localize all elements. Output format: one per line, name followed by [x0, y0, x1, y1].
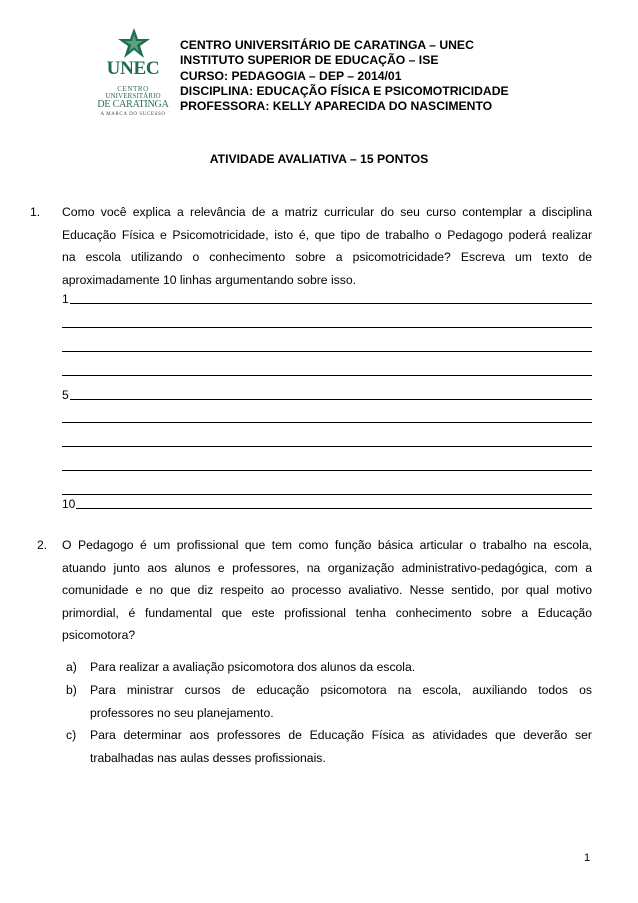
- answer-line-label: 1: [62, 292, 69, 306]
- logo-line-3: DE CARATINGA: [97, 99, 169, 110]
- question-1-line: na escola utilizando o conhecimento sobre a psicomotricidade? Escreva um texto de: [62, 250, 592, 264]
- question-2-line: O Pedagogo é um profissional que tem como função básica articular o trabalho na escola,: [62, 538, 592, 552]
- question-2-line: primordial, é fundamental que este profissional tenha conhecimento sobre a Educação: [62, 605, 592, 620]
- logo-tagline: A MARCA DO SUCESSO: [100, 112, 166, 117]
- option-letter: b): [66, 683, 77, 697]
- question-1-text: [62, 201, 592, 291]
- option-letter: c): [66, 728, 77, 742]
- question-1-line: aproximadamente 10 linhas argumentando sobre isso.: [62, 272, 357, 287]
- answer-line[interactable]: [62, 408, 592, 423]
- logo-brand: UNEC: [106, 58, 160, 79]
- header-discipline: DISCIPLINA: EDUCAÇÃO FÍSICA E PSICOMOTRICIDADE: [180, 83, 509, 98]
- logo-line-2: UNIVERSITÁRIO: [105, 92, 161, 100]
- question-2-line: psicomotora?: [62, 628, 136, 642]
- logo-line-1: CENTRO: [117, 85, 149, 93]
- answer-line[interactable]: [62, 480, 592, 495]
- header-course: CURSO: PEDAGOGIA – DEP – 2014/01: [180, 68, 402, 83]
- question-2-number: 2.: [37, 538, 48, 552]
- option-text: Para determinar aos professores de Educação Física as atividades que deverão ser: [90, 728, 592, 742]
- option-text: professores no seu planejamento.: [90, 705, 274, 720]
- answer-line-label: 5: [62, 388, 69, 402]
- option-text: trabalhadas nas aulas desses profissionais.: [90, 750, 326, 765]
- question-1-line: Educação Física e Psicomotricidade, isto é, que tipo de trabalho o Pedagogo poderá realizar: [62, 227, 592, 242]
- unec-logo: [92, 28, 174, 118]
- option-text: Para realizar a avaliação psicomotora dos alunos da escola.: [90, 660, 416, 674]
- question-1-line: Como você explica a relevância de a matriz curricular do seu curso contemplar a disciplina: [62, 205, 592, 219]
- answer-line-label: 10: [62, 497, 76, 511]
- answer-line[interactable]: [62, 456, 592, 471]
- question-2-line: comunidade e no que diz respeito ao processo avaliativo. Nesse sentido, por qual motivo: [62, 583, 592, 597]
- answer-line[interactable]: [62, 337, 592, 352]
- answer-line[interactable]: [62, 289, 592, 304]
- question-2-text: [62, 534, 592, 647]
- question-1-number: 1.: [30, 205, 41, 219]
- page-number: 1: [584, 852, 591, 864]
- option-text: Para ministrar cursos de educação psicomotora na escola, auxiliando todos os: [90, 683, 592, 697]
- option-letter: a): [66, 660, 77, 674]
- activity-title: ATIVIDADE AVALIATIVA – 15 PONTOS: [209, 152, 429, 166]
- star-leaf-icon: [114, 28, 154, 60]
- answer-line[interactable]: [62, 385, 592, 400]
- question-2-line: atuando junto aos alunos e professores, na organização administrativo-pedagógica, com a: [62, 560, 592, 575]
- answer-line[interactable]: [62, 494, 592, 509]
- header-professor: PROFESSORA: KELLY APARECIDA DO NASCIMENTO: [180, 99, 493, 114]
- answer-line[interactable]: [62, 313, 592, 328]
- header-institution: CENTRO UNIVERSITÁRIO DE CARATINGA – UNEC: [180, 38, 474, 52]
- answer-line[interactable]: [62, 432, 592, 447]
- document-header: [180, 38, 509, 114]
- header-institute: INSTITUTO SUPERIOR DE EDUCAÇÃO – ISE: [180, 53, 439, 68]
- answer-line[interactable]: [62, 361, 592, 376]
